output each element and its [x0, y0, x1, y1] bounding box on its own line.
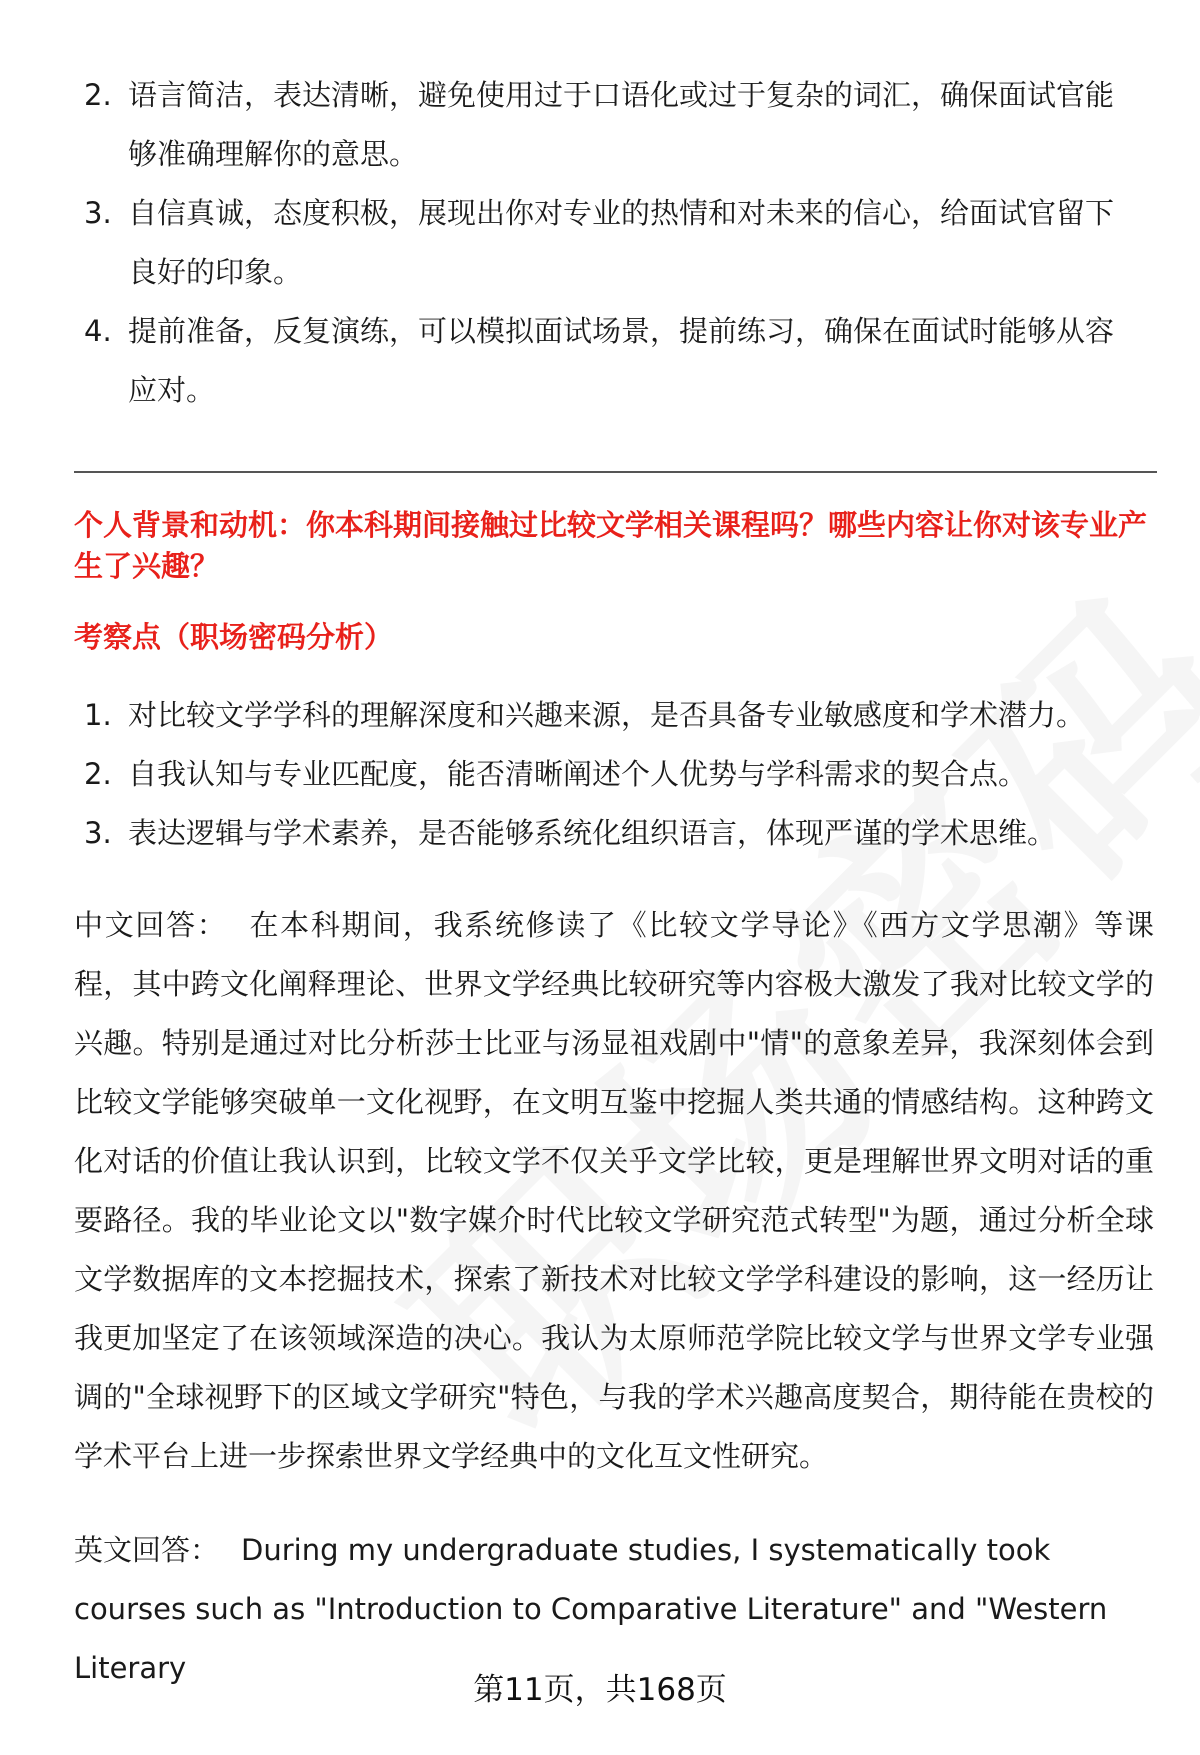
list-item — [0, 66, 1200, 184]
list-item — [0, 686, 1200, 745]
list-item-number: 1. — [84, 698, 112, 732]
list-item-number: 3. — [84, 196, 112, 230]
chinese-answer-label: 中文回答： — [74, 908, 228, 942]
list-item — [0, 804, 1200, 863]
list-item — [0, 184, 1200, 302]
page-number-footer: 第11页，共168页 — [473, 1672, 727, 1708]
question-heading: 个人背景和动机：你本科期间接触过比较文学相关课程吗？哪些内容让你对该专业产生了兴趣？ — [74, 508, 1148, 583]
list-item-text: 对比较文学学科的理解深度和兴趣来源，是否具备专业敏感度和学术潜力。 — [128, 698, 1086, 732]
chinese-answer-text: 在本科期间，我系统修读了《比较文学导论》《西方文学思潮》等课程，其中跨文化阐释理论、世界文学经典比较研究等内容极大激发了我对比较文学的兴趣。特别是通过对比分析莎士比亚与汤显祖戏剧中"情"的意象差异，我深刻体会到比较文学能够突破单一文化视野，在文明互鉴中挖掘人类共通的情感结构。这种跨文化对话的价值让我认识到，比较文学不仅关乎文学比较，更是理解世界文明对话的重要路径。我的毕业论文以"数字媒介时代比较文学研究范式转型"为题，通过分析全球文学数据库的文本挖掘技术，探索了新技术对比较文学学科建设的影响，这一经历让我更加坚定了在该领域深造的决心。我认为太原师范学院比较文学与世界文学专业强调的"全球视野下的区域文学研究"特色，与我的学术兴趣高度契合，期待能在贵校的学术平台上进一步探索世界文学经典中的文化互文性研究。 — [74, 908, 1154, 1473]
english-answer-text: During my undergraduate studies, I systematically took courses such as "Introduction to Comparative Literature" and "Western Literary — [74, 1533, 1108, 1685]
list-item — [0, 302, 1200, 420]
list-item-text: 提前准备，反复演练，可以模拟面试场景，提前练习，确保在面试时能够从容应对。 — [128, 314, 1115, 407]
list-item-number: 2. — [84, 757, 112, 791]
exam-points-heading: 考察点（职场密码分析） — [74, 620, 394, 654]
section-divider — [74, 471, 1157, 473]
chinese-answer — [74, 896, 1154, 1486]
list-item-number: 2. — [84, 78, 112, 112]
exam-points-list — [0, 686, 1200, 863]
list-item-text: 自我认知与专业匹配度，能否清晰阐述个人优势与学科需求的契合点。 — [128, 757, 1028, 791]
list-item-number: 4. — [84, 314, 112, 348]
list-item-text: 自信真诚，态度积极，展现出你对专业的热情和对未来的信心，给面试官留下良好的印象。 — [128, 196, 1115, 289]
list-item — [0, 745, 1200, 804]
tips-list — [0, 66, 1200, 420]
list-item-number: 3. — [84, 816, 112, 850]
english-answer-label: 英文回答： — [74, 1533, 220, 1567]
list-item-text: 表达逻辑与学术素养，是否能够系统化组织语言，体现严谨的学术思维。 — [128, 816, 1057, 850]
list-item-text: 语言简洁，表达清晰，避免使用过于口语化或过于复杂的词汇，确保面试官能够准确理解你的意思。 — [128, 78, 1115, 171]
